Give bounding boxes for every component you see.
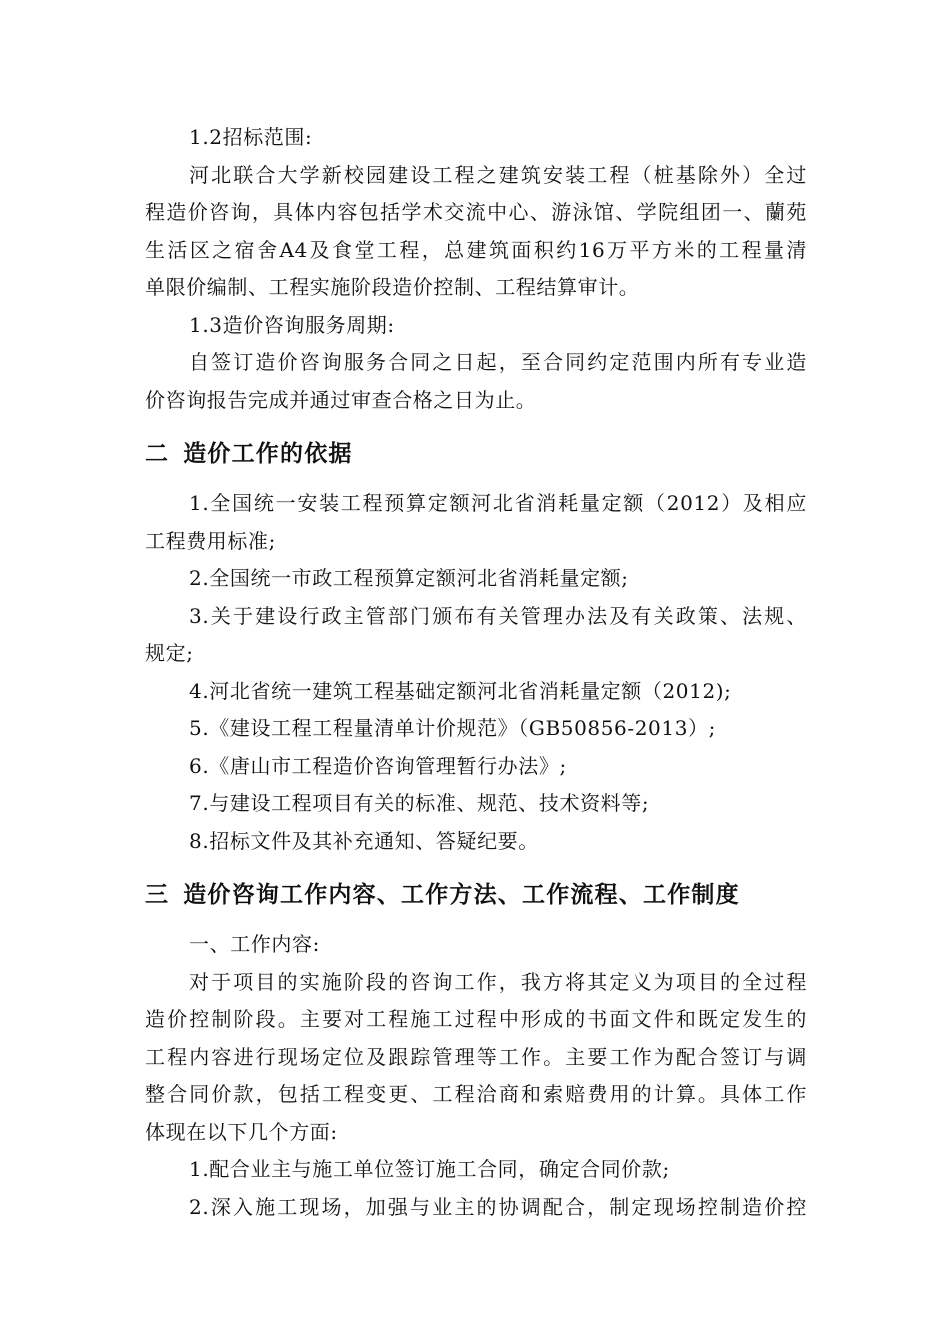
section-heading-basis xyxy=(145,429,807,479)
scope-line: 单限价编制、工程实施阶段造价控制、工程结算审计。 xyxy=(145,275,640,299)
period-line: 价咨询报告完成并通过审查合格之日为止。 xyxy=(145,387,537,412)
paragraph-line: 对于项目的实施阶段的咨询工作，我方将其定义为项目的全过程 xyxy=(189,969,807,994)
basis-item: 5.《建设工程工程量清单计价规范》（GB50856-2013）; xyxy=(189,716,716,740)
section-heading-content xyxy=(145,870,807,920)
document-body xyxy=(145,119,807,1226)
basis-item: 1.全国统一安装工程预算定额河北省消耗量定额（2012）及相应 xyxy=(189,491,807,515)
basis-item: 规定; xyxy=(145,641,194,665)
content-item: 2.深入施工现场，加强与业主的协调配合，制定现场控制造价控 xyxy=(189,1194,807,1219)
section-title: 造价咨询工作内容、工作方法、工作流程、工作制度 xyxy=(183,882,740,908)
paragraph-line: 工程内容进行现场定位及跟踪管理等工作。主要工作为配合签订与调 xyxy=(145,1044,807,1069)
sub-heading: 一、工作内容: xyxy=(189,932,320,956)
basis-item: 工程费用标准; xyxy=(145,528,276,553)
basis-item: 4.河北省统一建筑工程基础定额河北省消耗量定额（2012); xyxy=(189,678,732,703)
section-number: 三 xyxy=(145,882,170,908)
paragraph-line: 整合同价款，包括工程变更、工程洽商和索赔费用的计算。具体工作 xyxy=(145,1082,807,1106)
content-item: 1.配合业主与施工单位签订施工合同，确定合同价款; xyxy=(189,1157,670,1181)
basis-item: 6.《唐山市工程造价咨询管理暂行办法》; xyxy=(189,753,567,778)
scope-line: 程造价咨询，具体内容包括学术交流中心、游泳馆、学院组团一、蘭苑 xyxy=(145,200,807,224)
scope-line: 河北联合大学新校园建设工程之建筑安装工程（桩基除外）全过 xyxy=(189,162,807,187)
basis-item: 7.与建设工程项目有关的标准、规范、技术资料等; xyxy=(189,791,650,815)
scope-line: 生活区之宿舍A4及食堂工程，总建筑面积约16万平方米的工程量清 xyxy=(145,237,807,262)
paragraph-line: 造价控制阶段。主要对工程施工过程中形成的书面文件和既定发生的 xyxy=(145,1007,807,1031)
period-heading: 1.3造价咨询服务周期: xyxy=(189,312,395,337)
section-title: 造价工作的依据 xyxy=(183,441,353,467)
period-line: 自签订造价咨询服务合同之日起，至合同约定范围内所有专业造 xyxy=(189,350,807,374)
scope-heading: 1.2招标范围: xyxy=(189,125,313,149)
basis-item: 2.全国统一市政工程预算定额河北省消耗量定额; xyxy=(189,566,629,590)
paragraph-line: 体现在以下几个方面: xyxy=(145,1119,338,1144)
basis-item: 8.招标文件及其补充通知、答疑纪要。 xyxy=(189,828,539,853)
section-number: 二 xyxy=(145,441,170,467)
basis-item: 3.关于建设行政主管部门颁布有关管理办法及有关政策、法规、 xyxy=(189,603,807,628)
